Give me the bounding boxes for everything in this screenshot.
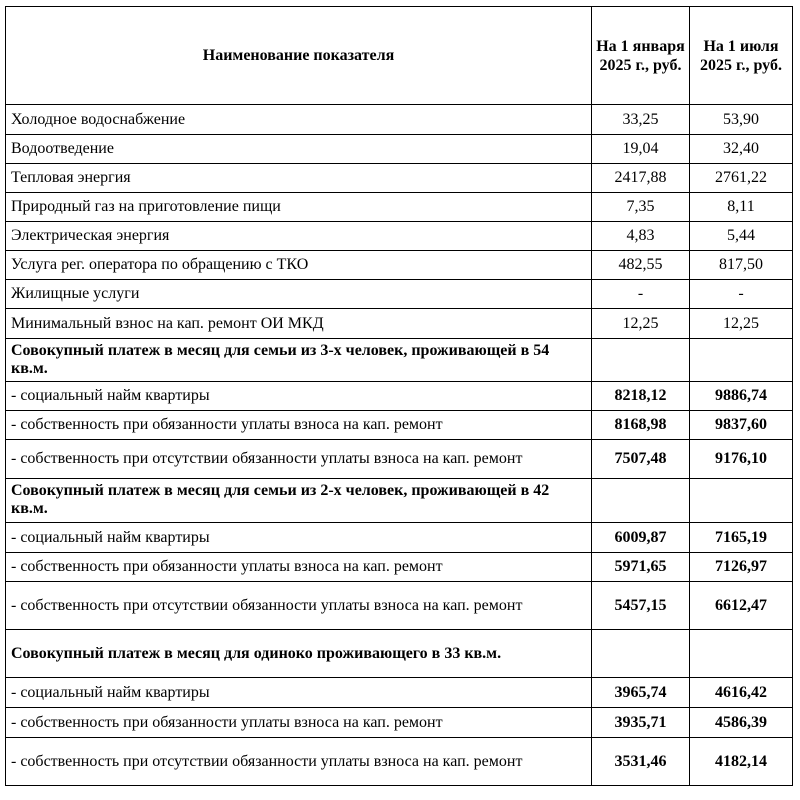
table-row bbox=[6, 708, 793, 738]
row-value-jan: 8218,12 bbox=[592, 382, 690, 411]
empty-cell bbox=[690, 339, 793, 382]
empty-cell bbox=[592, 339, 690, 382]
row-value-jan: 33,25 bbox=[592, 105, 690, 135]
row-value-jul: 4182,14 bbox=[690, 738, 793, 786]
row-value-jan: 5971,65 bbox=[592, 553, 690, 582]
row-name: - собственность при отсутствии обязанности уплаты взноса на кап. ремонт bbox=[6, 738, 592, 786]
section-title: Совокупный платеж в месяц для семьи из 3-х человек, проживающей в 54 кв.м. bbox=[6, 339, 592, 382]
row-value-jan: - bbox=[592, 280, 690, 309]
section-title: Совокупный платеж в месяц для семьи из 2-х человек, проживающей в 42 кв.м. bbox=[6, 479, 592, 523]
header-row bbox=[6, 7, 793, 105]
empty-cell bbox=[690, 479, 793, 523]
row-name: - социальный найм квартиры bbox=[6, 678, 592, 708]
row-name: Водоотведение bbox=[6, 135, 592, 164]
row-name: - собственность при отсутствии обязанности уплаты взноса на кап. ремонт bbox=[6, 440, 592, 479]
row-value-jan: 7507,48 bbox=[592, 440, 690, 479]
table-row bbox=[6, 222, 793, 251]
row-name: - собственность при обязанности уплаты взноса на кап. ремонт bbox=[6, 708, 592, 738]
row-value-jul: 32,40 bbox=[690, 135, 793, 164]
row-name: Тепловая энергия bbox=[6, 164, 592, 193]
row-name: - собственность при отсутствии обязанности уплаты взноса на кап. ремонт bbox=[6, 582, 592, 630]
table-row bbox=[6, 251, 793, 280]
table-row bbox=[6, 411, 793, 440]
column-header-name: Наименование показателя bbox=[6, 7, 592, 105]
row-value-jan: 6009,87 bbox=[592, 523, 690, 553]
table-row bbox=[6, 678, 793, 708]
row-value-jan: 7,35 bbox=[592, 193, 690, 222]
row-value-jan: 3531,46 bbox=[592, 738, 690, 786]
row-value-jul: 4616,42 bbox=[690, 678, 793, 708]
row-name: Жилищные услуги bbox=[6, 280, 592, 309]
row-value-jan: 482,55 bbox=[592, 251, 690, 280]
table-row bbox=[6, 440, 793, 479]
table-wrapper bbox=[5, 6, 793, 786]
row-value-jul: - bbox=[690, 280, 793, 309]
row-name: Минимальный взнос на кап. ремонт ОИ МКД bbox=[6, 309, 592, 339]
row-value-jul: 53,90 bbox=[690, 105, 793, 135]
table-row bbox=[6, 582, 793, 630]
row-value-jul: 7126,97 bbox=[690, 553, 793, 582]
table-row bbox=[6, 382, 793, 411]
section-title: Совокупный платеж в месяц для одиноко проживающего в 33 кв.м. bbox=[6, 630, 592, 678]
table-row bbox=[6, 193, 793, 222]
table-row bbox=[6, 280, 793, 309]
row-name: Холодное водоснабжение bbox=[6, 105, 592, 135]
row-value-jul: 8,11 bbox=[690, 193, 793, 222]
tariff-table bbox=[5, 6, 793, 786]
row-name: Природный газ на приготовление пищи bbox=[6, 193, 592, 222]
row-value-jan: 19,04 bbox=[592, 135, 690, 164]
row-value-jan: 3935,71 bbox=[592, 708, 690, 738]
row-value-jul: 4586,39 bbox=[690, 708, 793, 738]
column-header-jul-2025: На 1 июля 2025 г., руб. bbox=[690, 7, 793, 105]
row-value-jan: 4,83 bbox=[592, 222, 690, 251]
empty-cell bbox=[592, 479, 690, 523]
row-value-jul: 9176,10 bbox=[690, 440, 793, 479]
row-value-jul: 817,50 bbox=[690, 251, 793, 280]
table-row bbox=[6, 523, 793, 553]
row-value-jan: 2417,88 bbox=[592, 164, 690, 193]
row-value-jul: 6612,47 bbox=[690, 582, 793, 630]
row-name: - собственность при обязанности уплаты взноса на кап. ремонт bbox=[6, 553, 592, 582]
row-value-jul: 2761,22 bbox=[690, 164, 793, 193]
table-row bbox=[6, 309, 793, 339]
section-header-row bbox=[6, 339, 793, 382]
row-value-jul: 7165,19 bbox=[690, 523, 793, 553]
row-name: Услуга рег. оператора по обращению с ТКО bbox=[6, 251, 592, 280]
row-name: - собственность при обязанности уплаты взноса на кап. ремонт bbox=[6, 411, 592, 440]
table-row bbox=[6, 105, 793, 135]
row-value-jul: 5,44 bbox=[690, 222, 793, 251]
row-name: - социальный найм квартиры bbox=[6, 523, 592, 553]
column-header-jan-2025: На 1 января 2025 г., руб. bbox=[592, 7, 690, 105]
row-name: - социальный найм квартиры bbox=[6, 382, 592, 411]
row-value-jan: 5457,15 bbox=[592, 582, 690, 630]
empty-cell bbox=[592, 630, 690, 678]
row-value-jul: 12,25 bbox=[690, 309, 793, 339]
table-row bbox=[6, 738, 793, 786]
section-header-row bbox=[6, 479, 793, 523]
row-name: Электрическая энергия bbox=[6, 222, 592, 251]
row-value-jul: 9886,74 bbox=[690, 382, 793, 411]
section-header-row bbox=[6, 630, 793, 678]
row-value-jul: 9837,60 bbox=[690, 411, 793, 440]
row-value-jan: 8168,98 bbox=[592, 411, 690, 440]
table-row bbox=[6, 164, 793, 193]
table-row bbox=[6, 135, 793, 164]
table-row bbox=[6, 553, 793, 582]
row-value-jan: 3965,74 bbox=[592, 678, 690, 708]
empty-cell bbox=[690, 630, 793, 678]
row-value-jan: 12,25 bbox=[592, 309, 690, 339]
